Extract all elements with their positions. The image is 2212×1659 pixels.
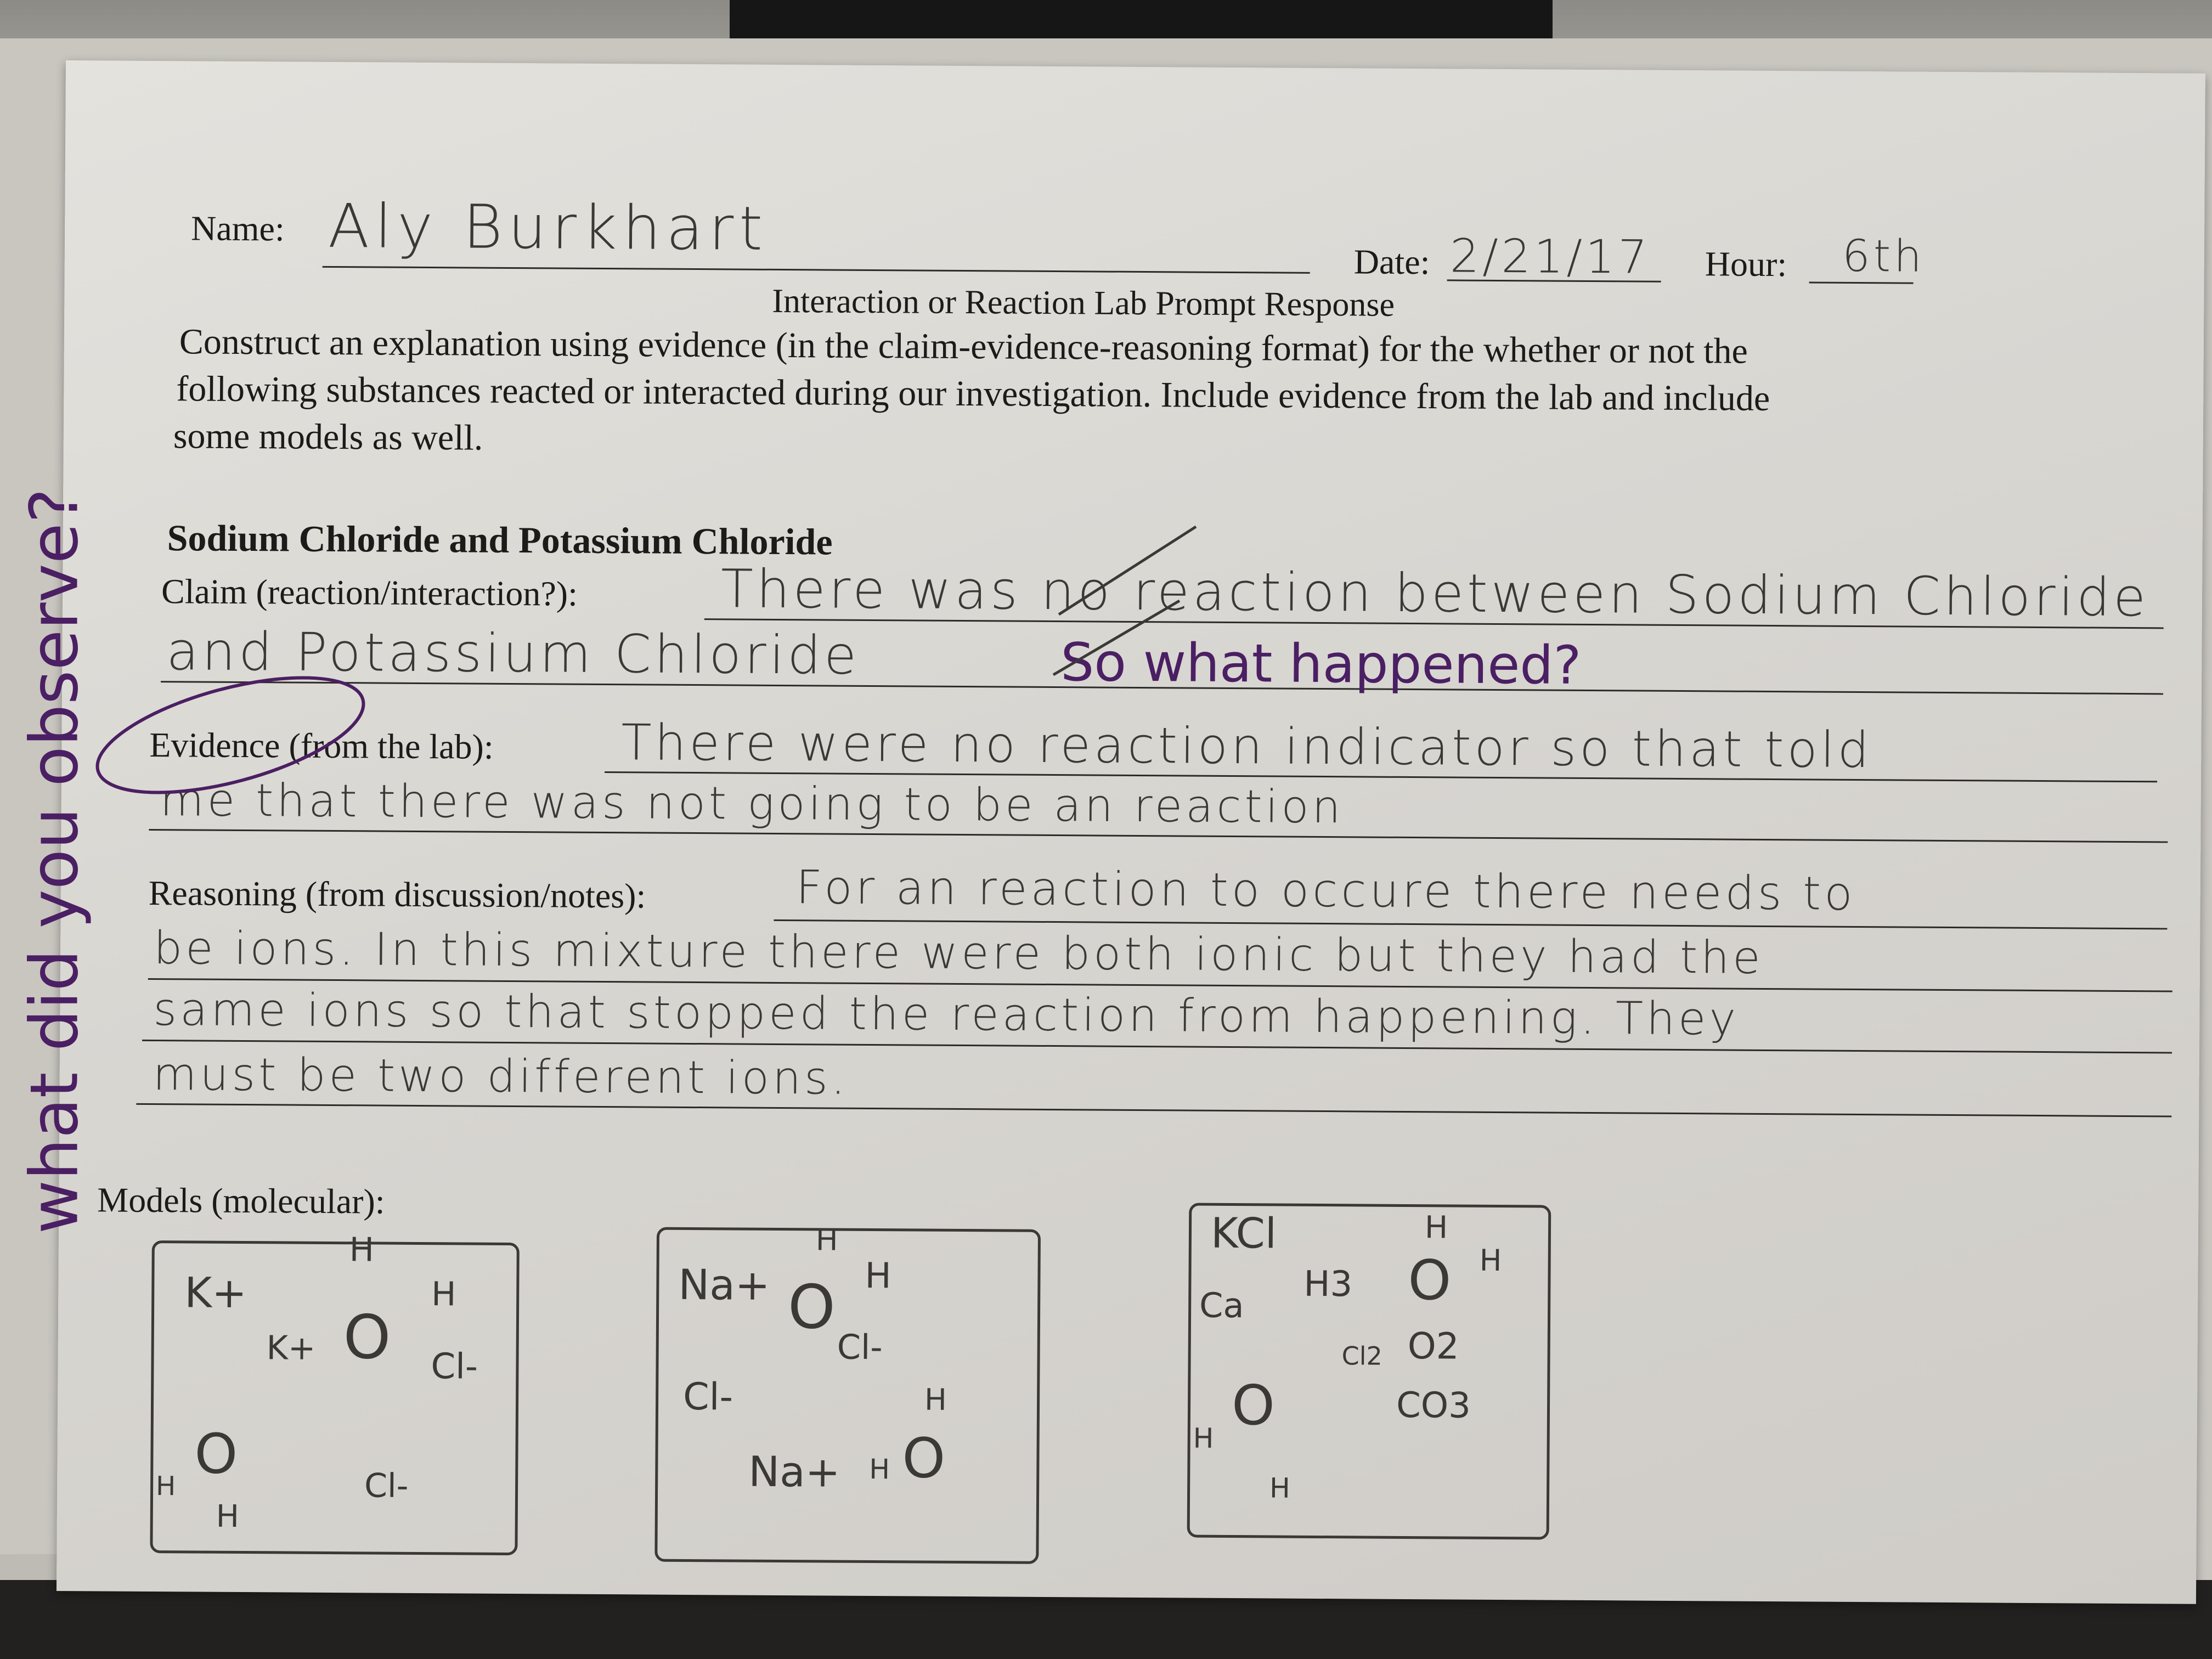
reasoning-line-1: For an reaction to occure there needs to <box>795 860 1856 921</box>
evidence-label: Evidence (from the lab): <box>149 725 494 766</box>
name-value: Aly Burkhart <box>328 190 769 264</box>
reasoning-line-4: must be two different ions. <box>153 1048 849 1105</box>
models-label: Models (molecular): <box>97 1180 385 1221</box>
model-2-label: Cl- <box>837 1327 883 1368</box>
teacher-side-note: what did you observe? <box>16 488 93 1234</box>
model-3-label: O2 <box>1407 1324 1459 1368</box>
model-1-label: H <box>155 1471 176 1502</box>
date-value: 2/21/17 <box>1449 229 1651 284</box>
model-1-label: H <box>216 1498 240 1534</box>
teacher-claim-note: So what happened? <box>1060 631 1582 696</box>
model-2-label: H <box>869 1453 890 1486</box>
model-2-label: Cl- <box>682 1375 733 1419</box>
claim-line-1: There was no reaction between Sodium Chloride <box>720 558 2149 629</box>
name-label: Name: <box>190 208 285 249</box>
model-3-label: O <box>1408 1248 1452 1313</box>
hour-label: Hour: <box>1705 244 1787 284</box>
reasoning-line-2: be ions. In this mixture there were both ionic but they had the <box>153 922 1764 984</box>
model-1-label: K+ <box>266 1329 316 1368</box>
claim-line-2: and Potassium Chloride <box>166 620 860 686</box>
model-3-label: H <box>1269 1472 1290 1504</box>
instructions-line-2: following substances reacted or interacted during our investigation. Include evidence from the lab and include <box>176 369 1770 419</box>
reasoning-label: Reasoning (from discussion/notes): <box>148 873 646 916</box>
model-1-label: H <box>431 1275 456 1314</box>
model-2-label: H <box>865 1255 891 1297</box>
model-3-label: H <box>1424 1210 1448 1246</box>
model-3-label: O <box>1231 1373 1276 1438</box>
prompt-title: Interaction or Reaction Lab Prompt Response <box>772 282 1395 324</box>
model-1-label: O <box>343 1302 391 1373</box>
model-3-label: H <box>1193 1422 1214 1454</box>
model-2-label: Na+ <box>678 1260 770 1310</box>
model-3-label: H <box>1479 1243 1502 1278</box>
evidence-line-2: me that there was not going to be an reaction <box>160 774 1344 834</box>
model-1-label: Cl- <box>431 1346 478 1387</box>
model-2-label: H <box>815 1222 838 1257</box>
evidence-line-1: There were no reaction indicator so that told <box>621 714 1873 780</box>
model-3-label: KCl <box>1210 1208 1277 1258</box>
model-2-label: O <box>902 1426 946 1491</box>
instructions-line-3: some models as well. <box>173 416 483 458</box>
section-title: Sodium Chloride and Potassium Chloride <box>167 517 833 563</box>
model-1-label: O <box>194 1421 238 1486</box>
model-2-label: Na+ <box>748 1447 840 1497</box>
model-1-label: Cl- <box>364 1466 409 1505</box>
hour-value: 6th <box>1842 230 1926 282</box>
model-2-label: O <box>787 1272 836 1342</box>
date-label: Date: <box>1353 242 1430 282</box>
instructions-line-1: Construct an explanation using evidence (in the claim-evidence-reasoning format) for the whether or not the <box>179 321 1748 371</box>
model-3-label: Ca <box>1199 1285 1244 1326</box>
model-1-label: K+ <box>184 1268 247 1318</box>
model-1-label: H <box>349 1231 375 1269</box>
model-3-label: H3 <box>1304 1263 1353 1305</box>
claim-label: Claim (reaction/interaction?): <box>161 572 578 613</box>
model-3-label: CO3 <box>1396 1385 1471 1426</box>
model-3-label: Cl2 <box>1341 1341 1383 1371</box>
model-2-label: H <box>924 1382 947 1417</box>
reasoning-line-3: same ions so that stopped the reaction from happening. They <box>153 984 1740 1046</box>
